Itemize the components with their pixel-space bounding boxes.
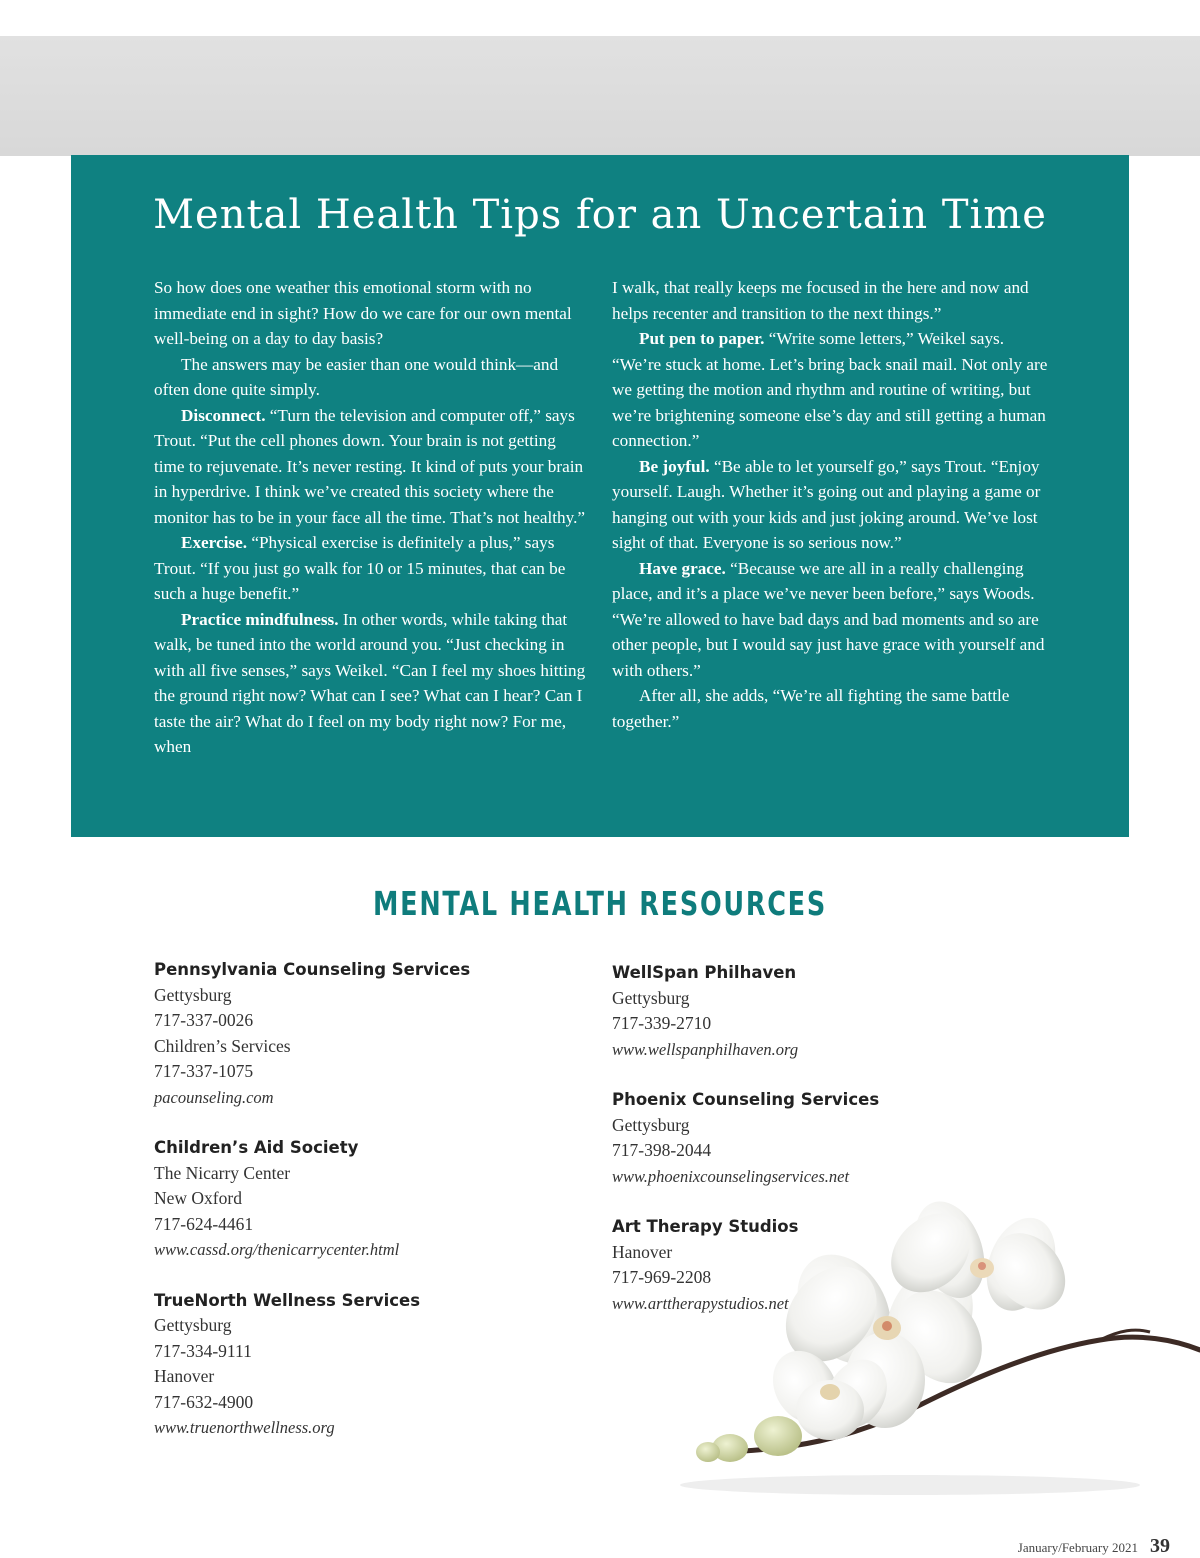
tip-disconnect: Disconnect. “Turn the television and computer off,” says Trout. “Put the cell phones down. Your brain is not getting time to rejuvenate. It’s never resting. It kind of puts your brain in hyperdrive. I think we’ve created this society where the monitor has to be in your face all the time. That’s not healthy.” [154,405,586,527]
resource-phone: 717-624-4461 [154,1213,254,1234]
resource-line: New Oxford [154,1188,242,1208]
resource-phone: 717-632-4900 [154,1391,254,1412]
resources-column-left [154,957,594,1466]
resource-line: Hanover [154,1366,215,1386]
resource-phone: 717-334-9111 [154,1340,252,1361]
tip-lead: Disconnect. [181,405,266,425]
resources-heading: MENTAL HEALTH RESOURCES [373,884,827,923]
resource-name: Pennsylvania Counseling Services [154,960,471,979]
resource-phone: 717-969-2208 [612,1267,712,1287]
resource-url[interactable]: pacounseling.com [154,1087,274,1107]
tip-mindfulness: Practice mindfulness. In other words, while taking that walk, be tuned into the world around you. “Just checking in with all five senses,” says Weikel. “Can I feel my shoes hitting the ground right now? What can I see? What can I hear? Can I taste the air? What do I feel on my body right now? For me, when [154,609,586,756]
resource-phone: 717-337-1075 [154,1061,254,1081]
tips-paragraph: So how does one weather this emotional storm with no immediate end in sight? How do we care for our own mental well-being on a day to day basis? [154,278,572,348]
tip-lead: Put pen to paper. [639,329,765,348]
resource-url[interactable]: www.wellspanphilhaven.org [612,1039,799,1059]
tips-title: Mental Health Tips for an Uncertain Time [153,192,1047,238]
resource-name: Art Therapy Studios [612,1217,799,1236]
resource-name: Children’s Aid Society [154,1138,359,1157]
resource-entry [154,1135,594,1263]
resource-phone: 717-339-2710 [612,1013,712,1033]
tips-column-right [612,275,1048,734]
resource-line: Hanover [612,1241,673,1262]
page-number: 39 [1150,1535,1170,1557]
tips-column-left [154,275,590,760]
tip-be-joyful: Be joyful. “Be able to let yourself go,” says Trout. “Enjoy yourself. Laugh. Whether it’s going out and playing a game or hanging out with your kids and just joking around. We’ve lost sight of that. Everyone is so serious now.” [612,456,1041,552]
resource-url[interactable]: www.truenorthwellness.org [154,1418,335,1437]
resource-phone: 717-337-0026 [154,1010,254,1030]
resource-line: The Nicarry Center [154,1162,291,1183]
tip-lead: Have grace. [639,558,726,578]
resource-url[interactable]: www.arttherapystudios.net [612,1293,789,1313]
resource-entry [612,960,1052,1062]
tips-paragraph: After all, she adds, “We’re all fighting the same battle together.” [612,686,1010,731]
top-gray-band [0,36,1200,156]
tips-paragraph: The answers may be easier than one would think—and often done quite simply. [154,354,559,399]
resource-name: TrueNorth Wellness Services [154,1290,421,1310]
resource-url[interactable]: www.phoenixcounselingservices.net [612,1166,850,1186]
resource-entry [612,1087,1052,1189]
resource-name: Phoenix Counseling Services [612,1090,880,1109]
resource-line: Gettysburg [612,1114,690,1135]
resource-line: Gettysburg [154,1315,232,1335]
issue-date: January/February 2021 [1017,1540,1138,1555]
resource-line: Gettysburg [154,984,232,1005]
resource-entry [154,957,594,1110]
tip-exercise: Exercise. “Physical exercise is definitely a plus,” says Trout. “If you just go walk for 10 or 15 minutes, that can be such a huge benefit.” [154,533,566,603]
tip-have-grace: Have grace. “Because we are all in a really challenging place, and it’s a place we’ve never been before,” says Woods. “We’re allowed to have bad days and bad moments and so are other people, but I would say just have grace with yourself and with others.” [612,558,1045,680]
resource-name: WellSpan Philhaven [612,963,797,982]
resource-phone: 717-398-2044 [612,1140,712,1160]
orchid-flower-image [680,1200,1200,1500]
tips-paragraph: I walk, that really keeps me focused in the here and now and helps recenter and transition to the next things.” [612,278,1029,323]
tip-pen-to-paper: Put pen to paper. “Write some letters,” Weikel says. “We’re stuck at home. Let’s bring back snail mail. Not only are we getting the motion and rhythm and routine of writing, but we’re brightening someone else’s day and still getting a human connection.” [612,329,1048,450]
resource-line: Gettysburg [612,987,690,1008]
tip-lead: Practice mindfulness. [181,609,339,629]
page-footer [1018,1535,1170,1558]
tip-lead: Exercise. [181,533,248,552]
tip-lead: Be joyful. [639,456,710,476]
resource-line: Children’s Services [154,1035,291,1056]
resource-url[interactable]: www.cassd.org/thenicarrycenter.html [154,1240,400,1259]
resource-entry [154,1288,594,1441]
